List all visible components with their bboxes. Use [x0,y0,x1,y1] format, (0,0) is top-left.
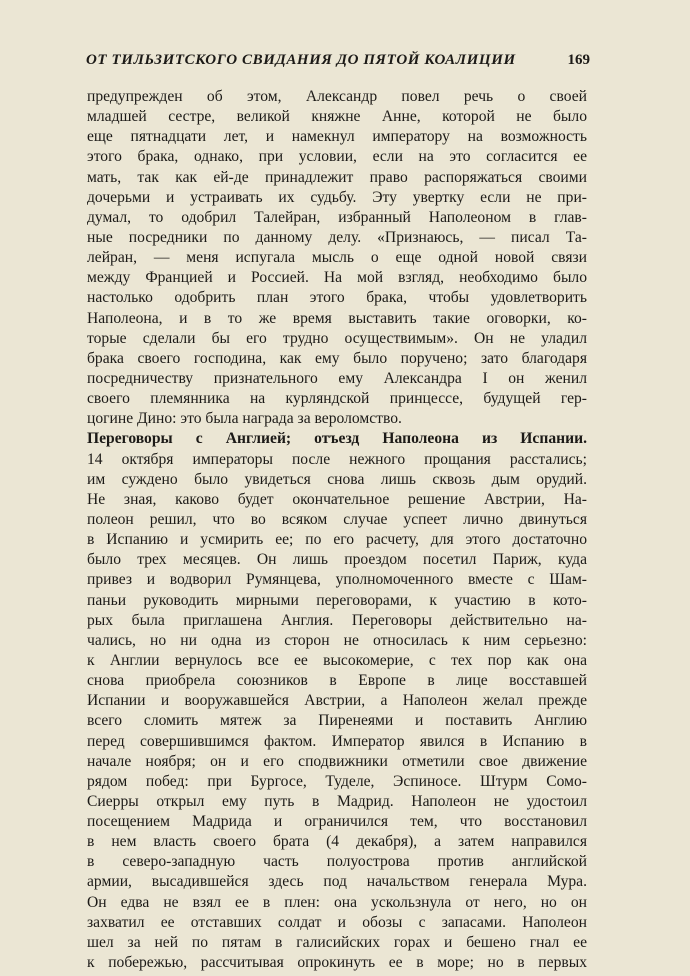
page-number: 169 [567,52,590,68]
text-line: паньи руководить мирными переговорами, к участию в кото- [87,591,587,609]
text-line: посредничеству признательного ему Александра I он женил [87,369,587,387]
text-line: мать, так как ей-де принадлежит право распоряжаться своими [87,168,587,186]
text-line: армии, высадившейся здесь под начальством генерала Мура. [87,873,587,891]
text-line: посещением Мадрида и ограничился тем, что восстановил [87,813,587,831]
text-line: рых была приглашена Англия. Переговоры действительно на- [87,611,587,629]
text-line: 14 октября императоры после нежного прощания расстались; [87,450,587,468]
text-line: Наполеона, и в то же время выставить такие оговорки, ко- [87,309,587,327]
text-line: цогине Дино: это была награда за вероломство. [87,410,402,428]
text-line: ные посредники по данному делу. «Признаюсь, — писал Та- [87,228,587,246]
text-line: полеон решил, что во всяком случае успеет лично двинуться [87,510,587,528]
text-line: в нем власть своего брата (4 декабря), а затем направился [87,833,587,851]
text-line: брака своего господина, как ему было поручено; зато благодаря [87,349,587,367]
text-line: снова приобрела союзников в Европе в лице восставшей [87,672,587,690]
text-line: всего сломить мятеж за Пиренеями и поставить Англию [87,712,587,730]
text-line: еще пятнадцати лет, и намекнул императору на возможность [87,128,587,146]
section-heading: Переговоры с Англией; отъезд Наполеона из Испании. [87,430,587,448]
text-line: в Испанию и усмирить ее; по его расчету, для этого достаточно [87,531,587,549]
body-text [87,87,587,973]
text-line: к побережью, рассчитывая опрокинуть ее в море; но в первых [87,954,587,972]
text-line: в северо-западную часть полуострова против английской [87,853,587,871]
text-line: Испании и вооружавшейся Австрии, а Наполеон желал прежде [87,692,587,710]
text-line: лейран, — меня испугала мысль о еще одной новой связи [87,249,587,267]
text-line: дочерьми и устраивать их судьбу. Эту увертку если не при- [87,188,587,206]
text-line: Он едва не взял ее в плен: она ускользнула от него, но он [87,893,587,911]
text-line: рядом побед: при Бургосе, Туделе, Эспиносе. Штурм Сомо- [87,772,587,790]
text-line: предупрежден об этом, Александр повел речь о своей [87,88,587,105]
text-line: привез и водворил Румянцева, уполномоченного вместе с Шам- [87,571,587,589]
text-line: шел за ней по пятам в галисийских горах и бешено гнал ее [87,933,587,951]
text-line: было трех месяцев. Он лишь проездом посетил Париж, куда [87,551,587,569]
text-line: к Англии вернулось все ее высокомерие, с тех пор как она [87,651,587,669]
text-line: думал, то одобрил Талейран, избранный Наполеоном в глав- [87,208,587,226]
text-line: Не зная, каково будет окончательное решение Австрии, На- [87,490,587,508]
text-line: между Францией и Россией. На мой взгляд, необходимо было [87,269,587,287]
chapter-title: ОТ ТИЛЬЗИТСКОГО СВИДАНИЯ ДО ПЯТОЙ КОАЛИЦИИ [86,52,516,68]
text-line: чались, но ни одна из сторон не относилась к ним серьезно: [87,631,587,649]
text-line: торые сделали бы его трудно осуществимым». Он не уладил [87,329,587,347]
text-line: этого брака, однако, при условии, если на это согласится ее [87,148,587,166]
running-header [86,52,590,74]
text-line: младшей сестре, великой княжне Анне, которой не было [87,108,587,126]
text-line: захватил ее отставших солдат и обозы с запасами. Наполеон [87,913,587,931]
text-line: Сиерры открыл ему путь в Мадрид. Наполеон не удостоил [87,792,587,810]
text-line: им суждено было увидеться снова лишь сквозь дым орудий. [87,470,587,488]
text-line: своего племянника на курляндской принцессе, будущей гер- [87,390,587,408]
text-line: настолько одобрить план этого брака, чтобы удовлетворить [87,289,587,307]
text-line: перед совершившимся фактом. Император явился в Испанию в [87,732,587,750]
text-line: начале ноября; он и его сподвижники отметили свое движение [87,752,587,770]
